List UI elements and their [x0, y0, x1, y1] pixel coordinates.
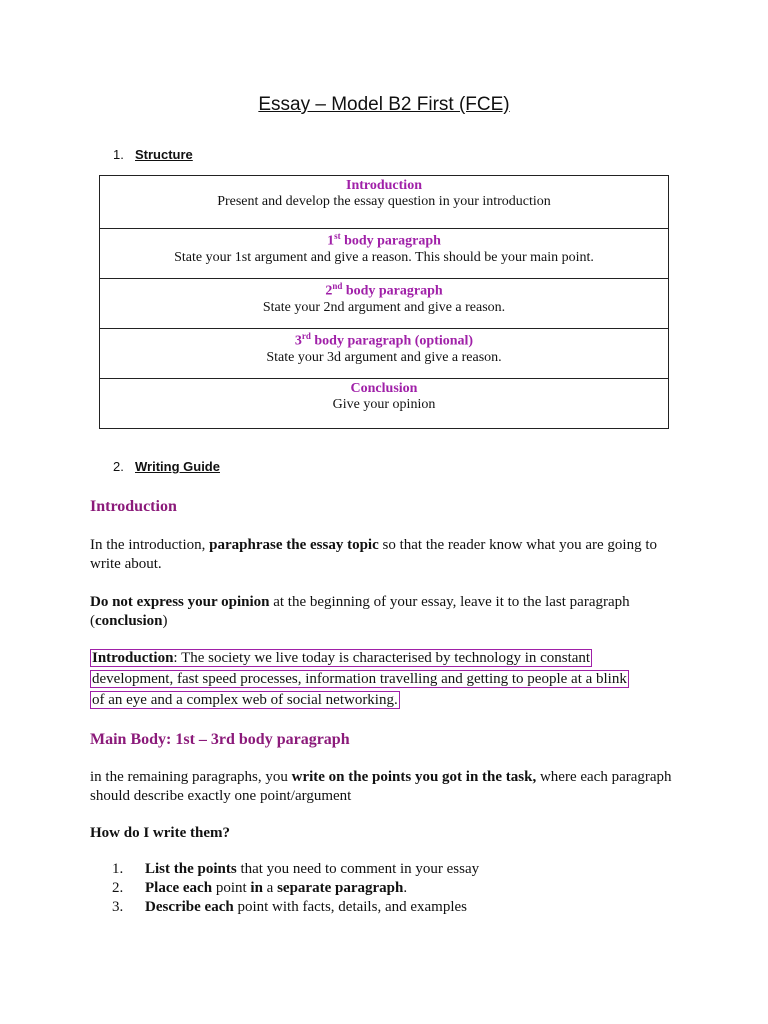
title-superscript: rd	[301, 331, 311, 341]
text-run: at the beginning of your essay, leave it to the last paragraph (	[90, 594, 630, 629]
section-number: 2.	[113, 459, 124, 474]
how-heading: How do I write them?	[90, 825, 230, 841]
text-run: where each paragraph should describe exactly one point/argument	[90, 769, 672, 804]
list-item	[90, 898, 479, 917]
list-text	[135, 898, 467, 917]
structure-row	[100, 176, 669, 229]
structure-row	[100, 329, 669, 379]
section-number: 1.	[113, 147, 124, 162]
title-main: 3	[294, 333, 302, 349]
text-run: point	[212, 880, 251, 896]
example-label: Introduction	[92, 650, 174, 666]
text-run-bold: paraphrase the essay topic	[209, 537, 379, 553]
example-line: of an eye and a complex web of social networking.	[92, 692, 398, 708]
structure-row-description: State your 2nd argument and give a reason.	[262, 299, 506, 315]
structure-row-title	[104, 231, 664, 250]
list-number: 1.	[112, 861, 124, 877]
structure-row-description: Give your opinion	[332, 397, 436, 412]
structure-row-description: Present and develop the essay question in your introduction	[217, 194, 551, 209]
structure-row-title	[104, 281, 664, 300]
text-run-bold: Do not express your opinion	[90, 594, 270, 610]
structure-row-description: State your 3d argument and give a reason.	[266, 349, 502, 365]
text-run: In the introduction,	[90, 537, 210, 553]
title-main: 1	[327, 233, 335, 249]
section-heading-writing-guide	[113, 459, 220, 474]
text-run-bold: List the points	[145, 861, 237, 877]
introduction-example	[90, 648, 674, 711]
structure-cell	[100, 379, 669, 429]
page-title: Essay – Model B2 First (FCE)	[258, 94, 510, 115]
title-superscript: st	[334, 231, 341, 241]
text-run-bold: in	[250, 880, 263, 896]
list-text	[135, 879, 407, 898]
title-main: Conclusion	[350, 381, 418, 396]
section-label: Structure	[135, 147, 193, 162]
structure-row-title	[104, 178, 664, 194]
text-run: .	[403, 880, 408, 896]
text-run-bold: write on the points you got in the task,	[291, 769, 537, 785]
structure-row	[100, 229, 669, 279]
structure-cell	[100, 176, 669, 229]
title-superscript: nd	[332, 281, 343, 291]
list-number: 2.	[112, 880, 124, 896]
list-number: 3.	[112, 899, 124, 915]
structure-row	[100, 379, 669, 429]
structure-cell	[100, 279, 669, 329]
text-run: : The society we live today is characterised by technology in constant	[173, 650, 591, 666]
structure-row-title	[104, 381, 664, 397]
structure-row-title	[104, 331, 664, 350]
text-run: that you need to comment in your essay	[236, 861, 480, 877]
structure-cell	[100, 329, 669, 379]
text-run: )	[162, 613, 168, 629]
text-run-bold: conclusion	[95, 613, 163, 629]
text-run-bold: separate paragraph	[277, 880, 404, 896]
introduction-heading: Introduction	[90, 498, 177, 515]
structure-cell	[100, 229, 669, 279]
text-run: in the remaining paragraphs, you	[90, 769, 292, 785]
intro-paragraph-2	[90, 593, 690, 631]
text-run-bold: Describe each	[145, 899, 234, 915]
list-text	[135, 860, 479, 879]
structure-table	[99, 175, 669, 429]
example-line: development, fast speed processes, information travelling and getting to people at a blink	[92, 671, 627, 687]
section-heading-structure	[113, 147, 193, 162]
list-item	[90, 860, 479, 879]
title-main: Introduction	[346, 178, 422, 193]
title-rest: body paragraph (optional)	[310, 333, 474, 349]
structure-row-description: State your 1st argument and give a reason. This should be your main point.	[174, 249, 594, 265]
title-rest: body paragraph	[340, 233, 441, 249]
example-line	[90, 649, 592, 667]
intro-paragraph-1	[90, 536, 690, 574]
list-item	[90, 879, 479, 898]
main-body-heading: Main Body: 1st – 3rd body paragraph	[90, 731, 350, 748]
text-run: so that the reader know what you are going to write about.	[90, 537, 657, 572]
section-label: Writing Guide	[135, 459, 220, 474]
text-run-bold: Place each	[145, 880, 213, 896]
title-rest: body paragraph	[342, 283, 443, 299]
text-run: point with facts, details, and examples	[233, 899, 467, 915]
steps-list	[90, 860, 479, 917]
main-body-paragraph	[90, 768, 690, 806]
structure-row	[100, 279, 669, 329]
text-run: a	[262, 880, 278, 896]
title-main: 2	[325, 283, 333, 299]
